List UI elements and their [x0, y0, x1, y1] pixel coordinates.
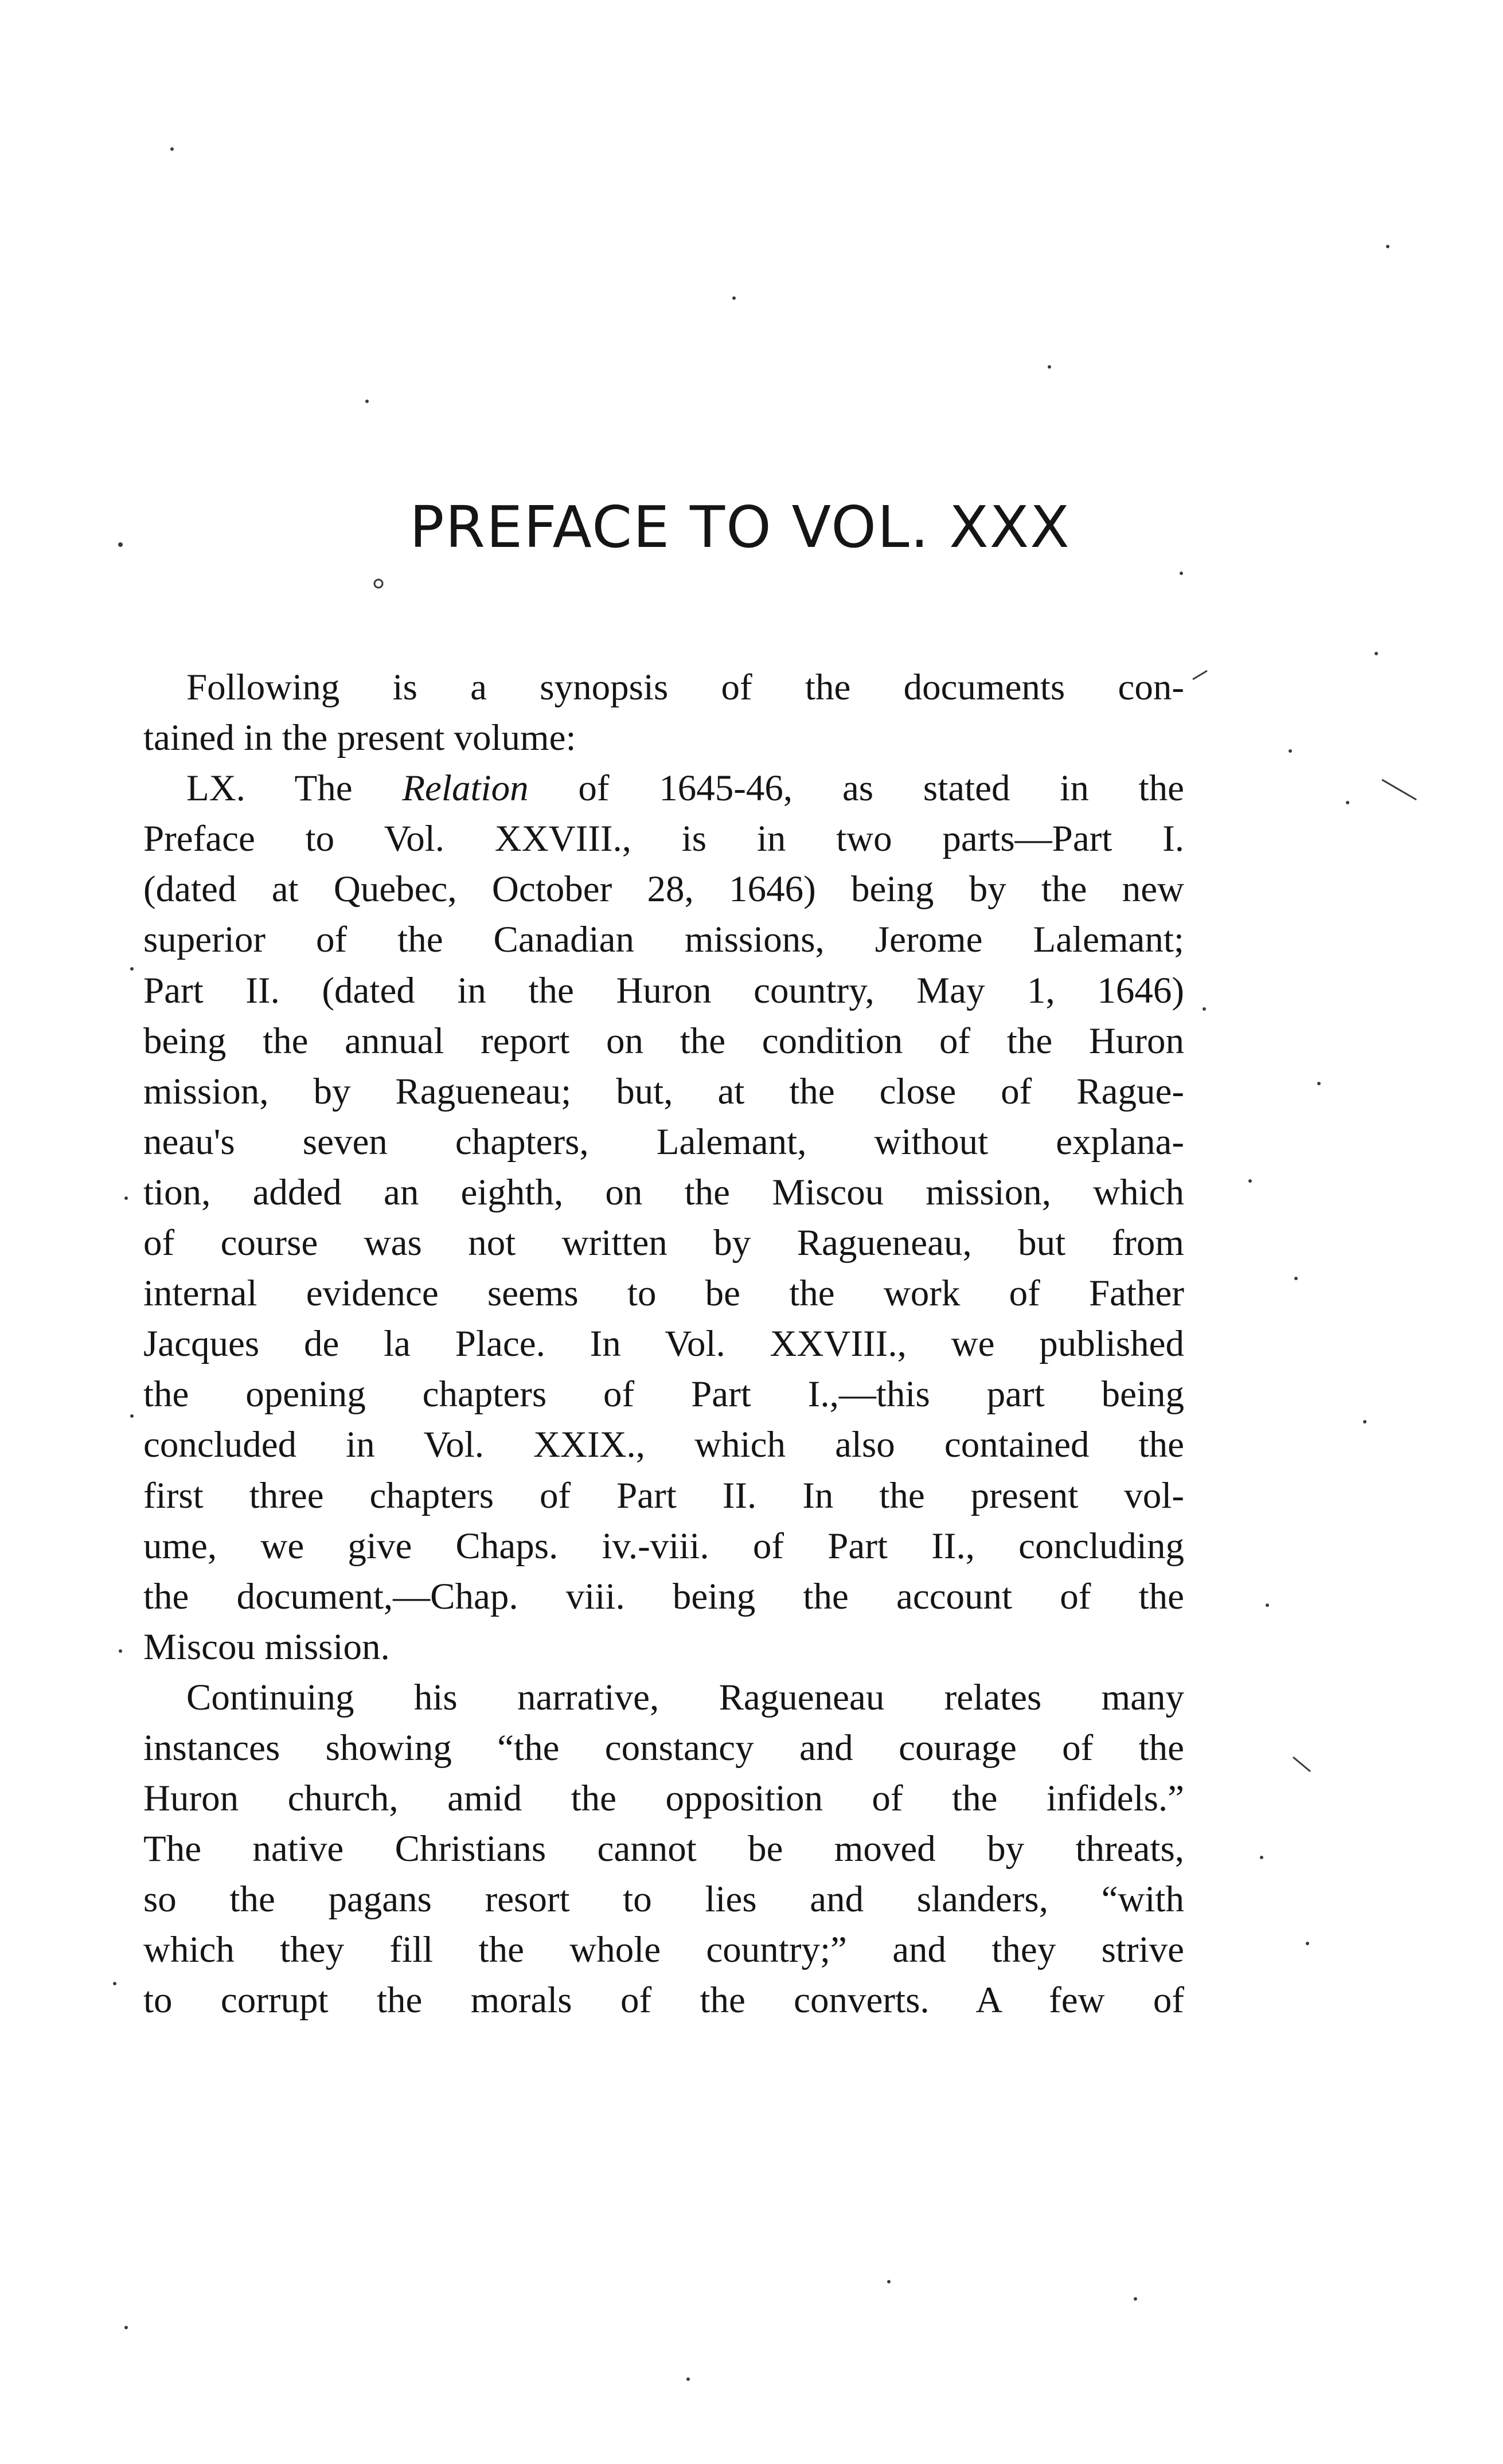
- page-title-text: PREFACE TO VOL. XXX: [409, 494, 1071, 561]
- text-line: Following is a synopsis of the documents con-: [186, 667, 1184, 708]
- text-line: internal evidence seems to be the work of Father: [143, 1273, 1184, 1315]
- text-line: the document,—Chap. viii. being the account of the: [143, 1575, 1184, 1617]
- text-segment: LX. The: [186, 768, 353, 809]
- text-line: of course was not written by Ragueneau, but from: [143, 1222, 1184, 1264]
- paragraph-3: [143, 1672, 1184, 2026]
- text-line: so the pagans resort to lies and slanders, “with: [143, 1879, 1184, 1921]
- text-line: ume, we give Chaps. iv.-viii. of Part II., concluding: [143, 1525, 1184, 1567]
- text-line: Huron church, amid the opposition of the infidels.”: [143, 1778, 1184, 1820]
- text-line: tained in the present volume:: [143, 717, 576, 759]
- paragraph-1: [143, 662, 1184, 763]
- text-line: concluded in Vol. XXIX., which also contained the: [143, 1424, 1184, 1466]
- text-line: Jacques de la Place. In Vol. XXVIII., we published: [143, 1323, 1184, 1365]
- preface-body: [143, 662, 1184, 2026]
- page-title: [0, 493, 1503, 562]
- text-line: which they fill the whole country;” and they strive: [143, 1929, 1184, 1971]
- text-line: [143, 763, 1184, 813]
- text-line: Continuing his narrative, Ragueneau relates many: [186, 1676, 1184, 1718]
- text-line: neau's seven chapters, Lalemant, without explana-: [143, 1121, 1184, 1163]
- text-line: the opening chapters of Part I.,—this part being: [143, 1374, 1184, 1415]
- text-line: Preface to Vol. XXVIII., is in two parts—Part I.: [143, 818, 1184, 860]
- text-line: (dated at Quebec, October 28, 1646) being by the new: [143, 869, 1184, 910]
- text-line: Miscou mission.: [143, 1626, 390, 1668]
- text-line: Part II. (dated in the Huron country, May 1, 1646): [143, 969, 1184, 1011]
- paragraph-2: [143, 763, 1184, 1672]
- text-line: tion, added an eighth, on the Miscou mission, which: [143, 1171, 1184, 1213]
- text-line: first three chapters of Part II. In the present vol-: [143, 1475, 1184, 1516]
- text-line: superior of the Canadian missions, Jerome Lalemant;: [143, 919, 1184, 961]
- text-line: The native Christians cannot be moved by threats,: [143, 1828, 1184, 1870]
- text-line: instances showing “the constancy and courage of the: [143, 1727, 1184, 1769]
- italic-term: Relation: [402, 768, 529, 809]
- text-line: mission, by Ragueneau; but, at the close of Rague-: [143, 1070, 1184, 1112]
- text-segment: of 1645-46, as stated in the: [578, 768, 1185, 809]
- text-line: to corrupt the morals of the converts. A few of: [143, 1980, 1184, 2021]
- text-line: being the annual report on the condition of the Huron: [143, 1020, 1184, 1062]
